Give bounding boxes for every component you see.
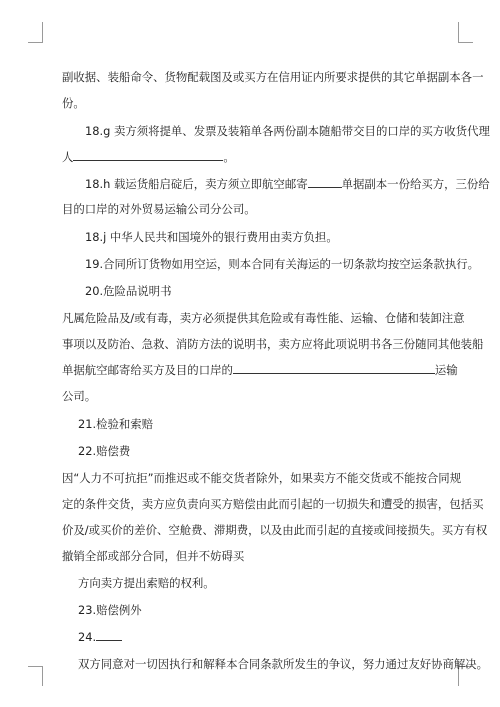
crop-mark-bottom-left bbox=[42, 666, 43, 686]
text-line: 份。 bbox=[62, 96, 85, 110]
blank-line bbox=[233, 362, 435, 374]
text-fragment: 运输 bbox=[434, 363, 458, 377]
text-fragment: 人 bbox=[62, 150, 74, 164]
text-line: 撤销全部或部分合同，但并不妨碍买 bbox=[62, 549, 245, 563]
crop-mark-bottom-left bbox=[28, 666, 43, 667]
text-fragment: 24. bbox=[78, 630, 97, 644]
text-fragment: 单据副本一份给买方，三份给 bbox=[341, 177, 490, 191]
section-heading: 21.检验和索赔 bbox=[78, 417, 154, 431]
section-heading bbox=[78, 629, 478, 645]
text-line: 19.合同所订货物如用空运，则本合同有关海运的一切条款均按空运条款执行。 bbox=[85, 257, 480, 271]
crop-mark-top-left bbox=[28, 42, 43, 43]
blank-line bbox=[73, 149, 223, 161]
text-line: 定的条件交货，卖方应负责向买方赔偿由此而引起的一切损失和遭受的损害，包括买 bbox=[62, 497, 484, 511]
text-line bbox=[85, 176, 490, 192]
text-fragment: 。 bbox=[223, 150, 235, 164]
text-line bbox=[62, 149, 462, 165]
text-line: 事项以及防治、急救、消防方法的说明书，卖方应将此项说明书各三份随同其他装船 bbox=[62, 337, 484, 351]
text-line: 目的口岸的对外贸易运输公司分公司。 bbox=[62, 202, 256, 216]
crop-mark-top-right bbox=[458, 42, 473, 43]
text-line: 方向卖方提出索赔的权利。 bbox=[78, 576, 215, 590]
text-line bbox=[62, 362, 462, 378]
text-line: 18.g 卖方须将提单、发票及装箱单各两份副本随船带交目的口岸的买方收货代理 bbox=[85, 124, 490, 138]
blank-line bbox=[96, 629, 122, 641]
section-heading: 20.危险品说明书 bbox=[85, 284, 172, 298]
text-line: 18.j 中华人民共和国境外的银行费用由卖方负担。 bbox=[85, 230, 338, 244]
blank-line bbox=[308, 176, 342, 188]
crop-mark-top-left bbox=[42, 22, 43, 42]
crop-mark-top-right bbox=[458, 22, 459, 42]
text-line: 价及/或买价的差价、空舱费、滞期费，以及由此而引起的直接或间接损失。买方有权 bbox=[62, 523, 488, 537]
text-line: 因“人力不可抗拒”而推迟或不能交货者除外，如果卖方不能交货或不能按合同规 bbox=[62, 471, 462, 485]
text-line: 副收据、装船命令、货物配载图及或买方在信用证内所要求提供的其它单据副本各一 bbox=[62, 70, 484, 84]
text-line: 凡属危险品及/或有毒，卖方必须提供其危险或有毒性能、运输、仓储和装卸注意 bbox=[62, 311, 465, 325]
text-fragment: 单据航空邮寄给买方及目的口岸的 bbox=[62, 363, 233, 377]
text-fragment: 18.h 载运货船启碇后，卖方须立即航空邮寄 bbox=[85, 177, 308, 191]
text-line: 双方同意对一切因执行和解释本合同条款所发生的争议，努力通过友好协商解决。 bbox=[78, 657, 489, 671]
section-heading: 22.赔偿费 bbox=[78, 444, 131, 458]
text-line: 公司。 bbox=[62, 389, 97, 403]
section-heading: 23.赔偿例外 bbox=[78, 603, 142, 617]
